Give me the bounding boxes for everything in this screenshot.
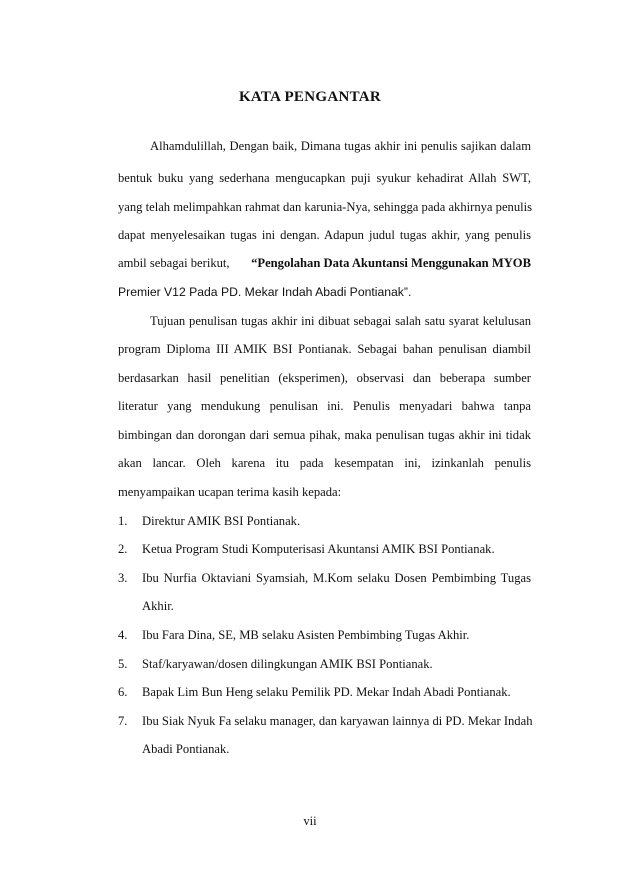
- page-number: vii: [303, 814, 317, 828]
- list-item-number: 6.: [118, 685, 128, 699]
- list-item-number: 3.: [118, 571, 128, 585]
- line-text: ambil sebagai berikut,: [118, 256, 230, 270]
- list-item-text: Ketua Program Studi Komputerisasi Akuntansi AMIK BSI Pontianak.: [142, 542, 495, 556]
- list-item-text-cont: Abadi Pontianak.: [142, 742, 230, 756]
- list-item-text: Bapak Lim Bun Heng selaku Pemilik PD. Mekar Indah Abadi Pontianak.: [142, 685, 511, 699]
- list-item-text: Ibu Siak Nyuk Fa selaku manager, dan karyawan lainnya di PD. Mekar Indah: [142, 714, 533, 728]
- page-title: KATA PENGANTAR: [238, 89, 382, 105]
- paragraph-line: literatur yang mendukung penulisan ini. Penulis menyadari bahwa tanpa: [118, 399, 531, 413]
- thesis-title-part2: Premier V12 Pada PD. Mekar Indah Abadi Pontianak”.: [118, 285, 412, 299]
- paragraph-line: Alhamdulillah, Dengan baik, Dimana tugas akhir ini penulis sajikan dalam: [150, 139, 531, 153]
- paragraph-line: bimbingan dan dorongan dari semua pihak, maka penulisan tugas akhir ini tidak: [118, 428, 531, 442]
- paragraph-line: program Diploma III AMIK BSI Pontianak. Sebagai bahan penulisan diambil: [118, 342, 531, 356]
- paragraph-line: yang telah melimpahkan rahmat dan karunia-Nya, sehingga pada akhirnya penulis: [118, 200, 533, 214]
- list-item-number: 5.: [118, 657, 128, 671]
- paragraph-line: akan lancar. Oleh karena itu pada kesempatan ini, izinkanlah penulis: [118, 456, 531, 470]
- list-item-text: Ibu Nurfia Oktaviani Syamsiah, M.Kom selaku Dosen Pembimbing Tugas: [142, 571, 531, 585]
- list-item-number: 4.: [118, 628, 128, 642]
- list-item-number: 2.: [118, 542, 128, 556]
- paragraph-line: menyampaikan ucapan terima kasih kepada:: [118, 485, 342, 499]
- paragraph-line-mixed: [118, 255, 531, 271]
- paragraph-line: Tujuan penulisan tugas akhir ini dibuat sebagai salah satu syarat kelulusan: [150, 314, 531, 328]
- list-item-text: Staf/karyawan/dosen dilingkungan AMIK BSI Pontianak.: [142, 657, 433, 671]
- thesis-title-part1: “Pengolahan Data Akuntansi Menggunakan MYOB: [251, 256, 531, 270]
- list-item-text: Ibu Fara Dina, SE, MB selaku Asisten Pembimbing Tugas Akhir.: [142, 628, 470, 642]
- paragraph-line: berdasarkan hasil penelitian (eksperimen), observasi dan beberapa sumber: [118, 371, 531, 385]
- list-item-text: Direktur AMIK BSI Pontianak.: [142, 514, 301, 528]
- paragraph-line: dapat menyelesaikan tugas ini dengan. Adapun judul tugas akhir, yang penulis: [118, 228, 531, 242]
- list-item-number: 1.: [118, 514, 128, 528]
- list-item-number: 7.: [118, 714, 128, 728]
- paragraph-line: bentuk buku yang sederhana mengucapkan puji syukur kehadirat Allah SWT,: [118, 171, 531, 185]
- list-item-text-cont: Akhir.: [142, 599, 174, 613]
